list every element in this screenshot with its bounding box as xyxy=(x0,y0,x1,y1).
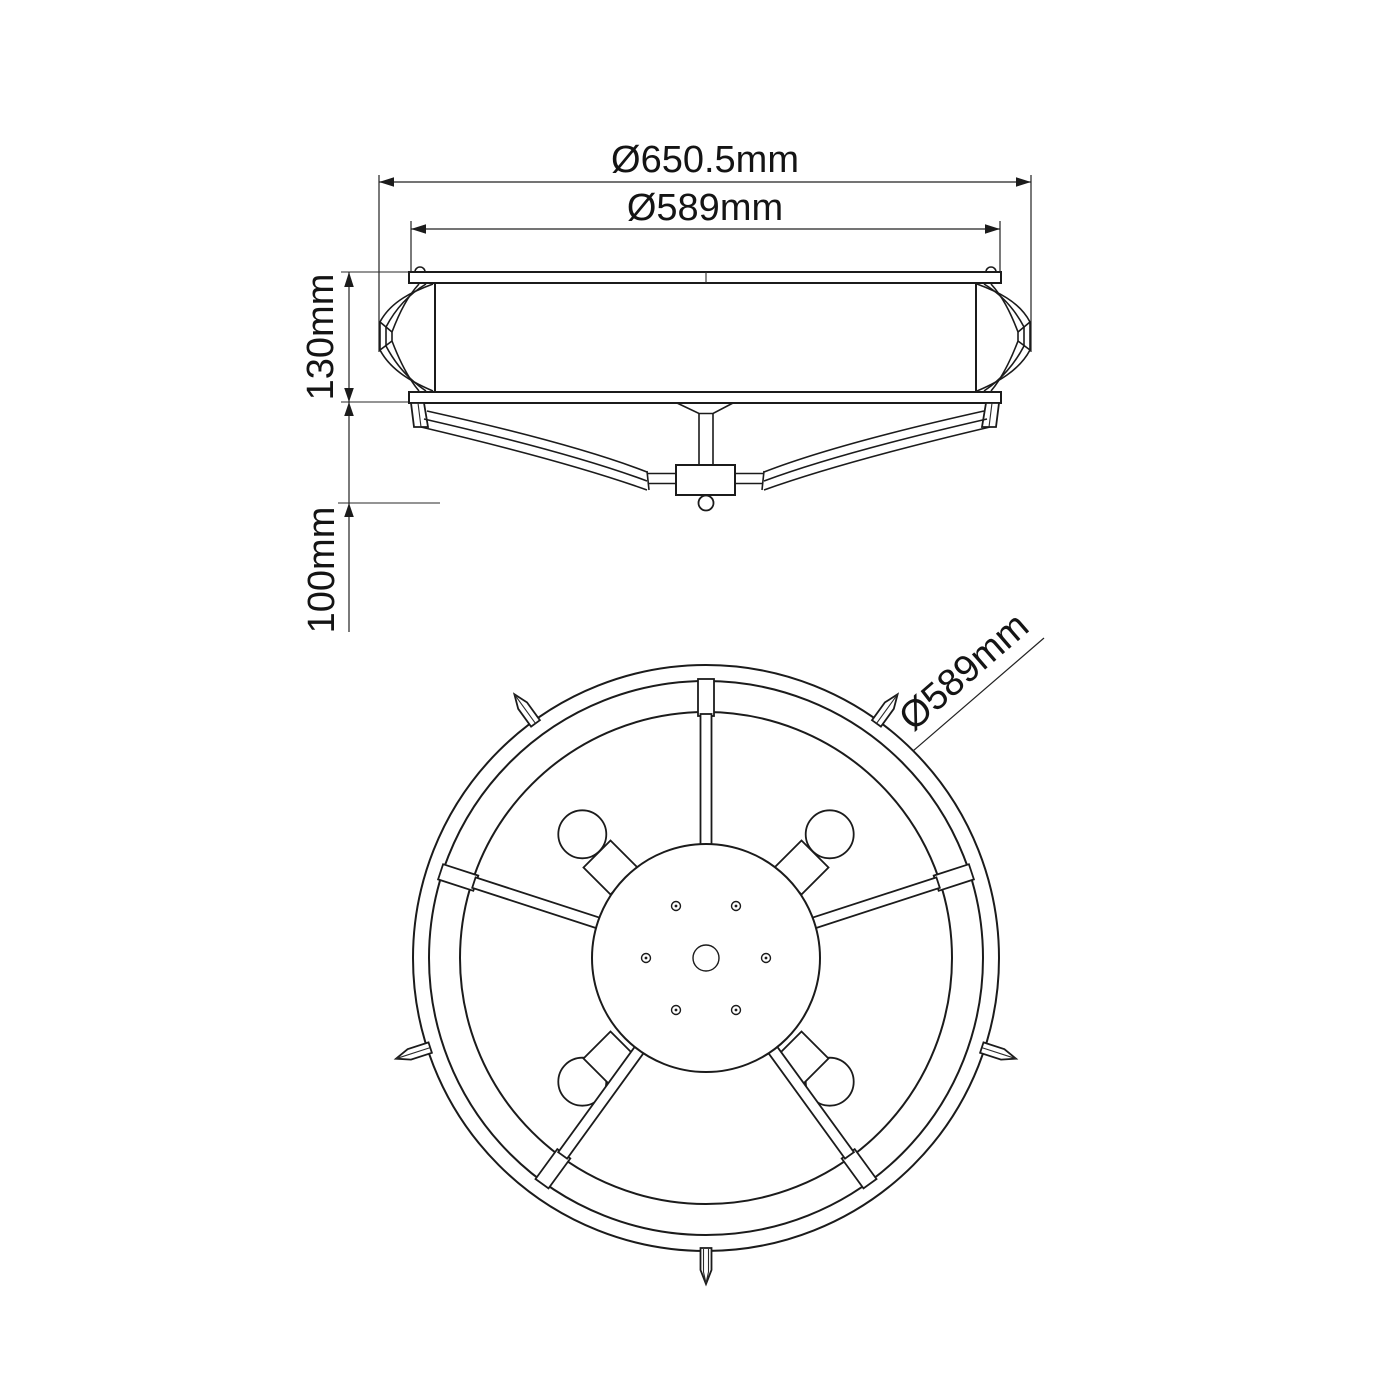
shade-diameter-label: Ø589mm xyxy=(626,187,784,229)
mounting-plate xyxy=(592,844,820,1072)
bottom-rim-band xyxy=(409,392,1001,403)
spoke-top xyxy=(698,679,714,848)
center-wire-hole xyxy=(693,945,719,971)
overall-diameter-label: Ø650.5mm xyxy=(611,139,799,181)
plan-diameter-label: Ø589mm xyxy=(891,604,1037,740)
mount-depth-label: 100mm xyxy=(301,506,343,634)
canopy-block xyxy=(676,465,735,495)
ceiling-trim-band xyxy=(409,272,1001,283)
body-height-label: 130mm xyxy=(300,273,342,401)
finial-ball xyxy=(699,496,714,511)
